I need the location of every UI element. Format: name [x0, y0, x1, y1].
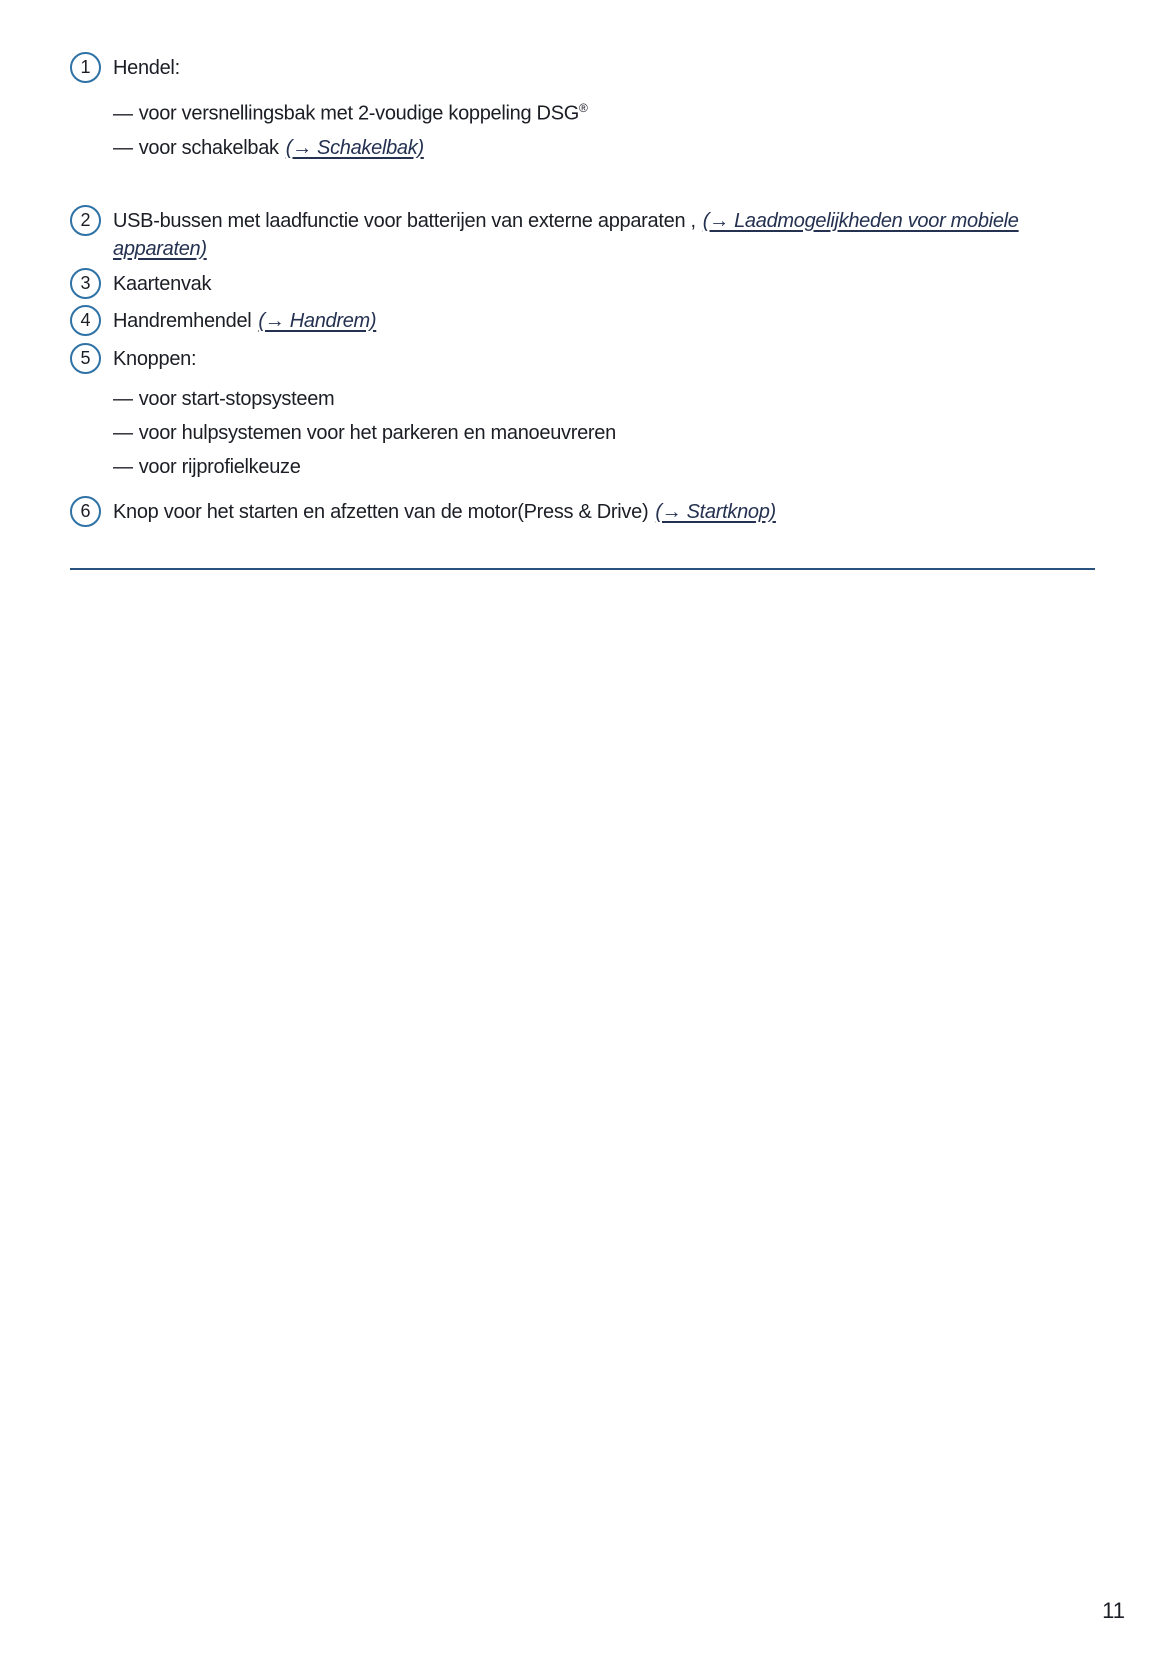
cross-reference-link-schakelbak[interactable]: (→ Schakelbak) [285, 136, 424, 159]
item-label: USB-bussen met laadfunctie voor batterijen van externe apparaten , [113, 209, 696, 232]
list-item-5 [70, 343, 1125, 374]
registered-trademark-symbol: ® [579, 101, 588, 115]
item-number: 1 [80, 57, 91, 77]
dash-bullet: — [113, 421, 133, 444]
item-number-badge-4 [70, 305, 101, 336]
sub-item-label: voor schakelbak [138, 136, 279, 159]
sub-item-text [139, 135, 424, 161]
item-number: 5 [80, 347, 91, 368]
item-label: Kaartenvak [113, 272, 212, 295]
sub-item [70, 454, 1125, 480]
item-text [113, 52, 180, 82]
item-text [113, 205, 1093, 263]
dash-bullet: — [113, 387, 133, 410]
sub-item-text [139, 454, 301, 480]
sub-item-label: voor start-stopsysteem [138, 387, 335, 410]
item-label: Handremhendel [113, 309, 252, 332]
list-item-6 [70, 496, 1125, 527]
page-number: 11 [1102, 1598, 1125, 1623]
item-number-badge-5 [70, 343, 101, 374]
item-number: 2 [80, 209, 91, 230]
list-item-2 [70, 205, 1125, 263]
item-text [113, 305, 376, 335]
list-item-4 [70, 305, 1125, 336]
sub-item [70, 95, 1125, 127]
item-number-badge-1 [70, 52, 101, 83]
sub-item-text [139, 386, 335, 412]
item-label: Knop voor het starten en afzetten van de motor(Press & Drive) [113, 500, 649, 523]
item-text [113, 343, 196, 373]
dash-bullet: — [113, 102, 133, 125]
item-number-badge-3 [70, 268, 101, 299]
sub-item-label: voor rijprofielkeuze [138, 455, 301, 478]
sub-item [70, 386, 1125, 412]
cross-reference-link-startknop[interactable]: (→ Startknop) [655, 500, 776, 523]
list-item-3 [70, 268, 1125, 299]
sub-item-label: voor hulpsystemen voor het parkeren en manoeuvreren [138, 421, 616, 444]
dash-bullet: — [113, 455, 133, 478]
item-label: Hendel: [113, 57, 180, 79]
sub-item-text [139, 95, 588, 127]
legend-list [70, 52, 1125, 570]
item-number-badge-2 [70, 205, 101, 236]
sub-item [70, 135, 1125, 161]
sub-item [70, 420, 1125, 446]
item-label: Knoppen: [113, 347, 197, 370]
sub-item-label: voor versnellingsbak met 2-voudige koppeling DSG [138, 102, 579, 125]
item-number-badge-6 [70, 496, 101, 527]
cross-reference-link-handrem[interactable]: (→ Handrem) [258, 309, 377, 332]
sub-item-text [139, 420, 616, 446]
cross-reference-link-laadmogelijkheden[interactable]: (→ Laadmogelijkheden voor mobiele apparaten) [113, 209, 1019, 260]
item-number: 3 [80, 272, 91, 293]
list-item-1 [70, 52, 1125, 83]
item-number: 6 [80, 500, 91, 521]
item-text [113, 496, 776, 526]
dash-bullet: — [113, 136, 133, 159]
item-text [113, 268, 211, 298]
item-number: 4 [80, 309, 91, 330]
section-divider [70, 568, 1095, 570]
